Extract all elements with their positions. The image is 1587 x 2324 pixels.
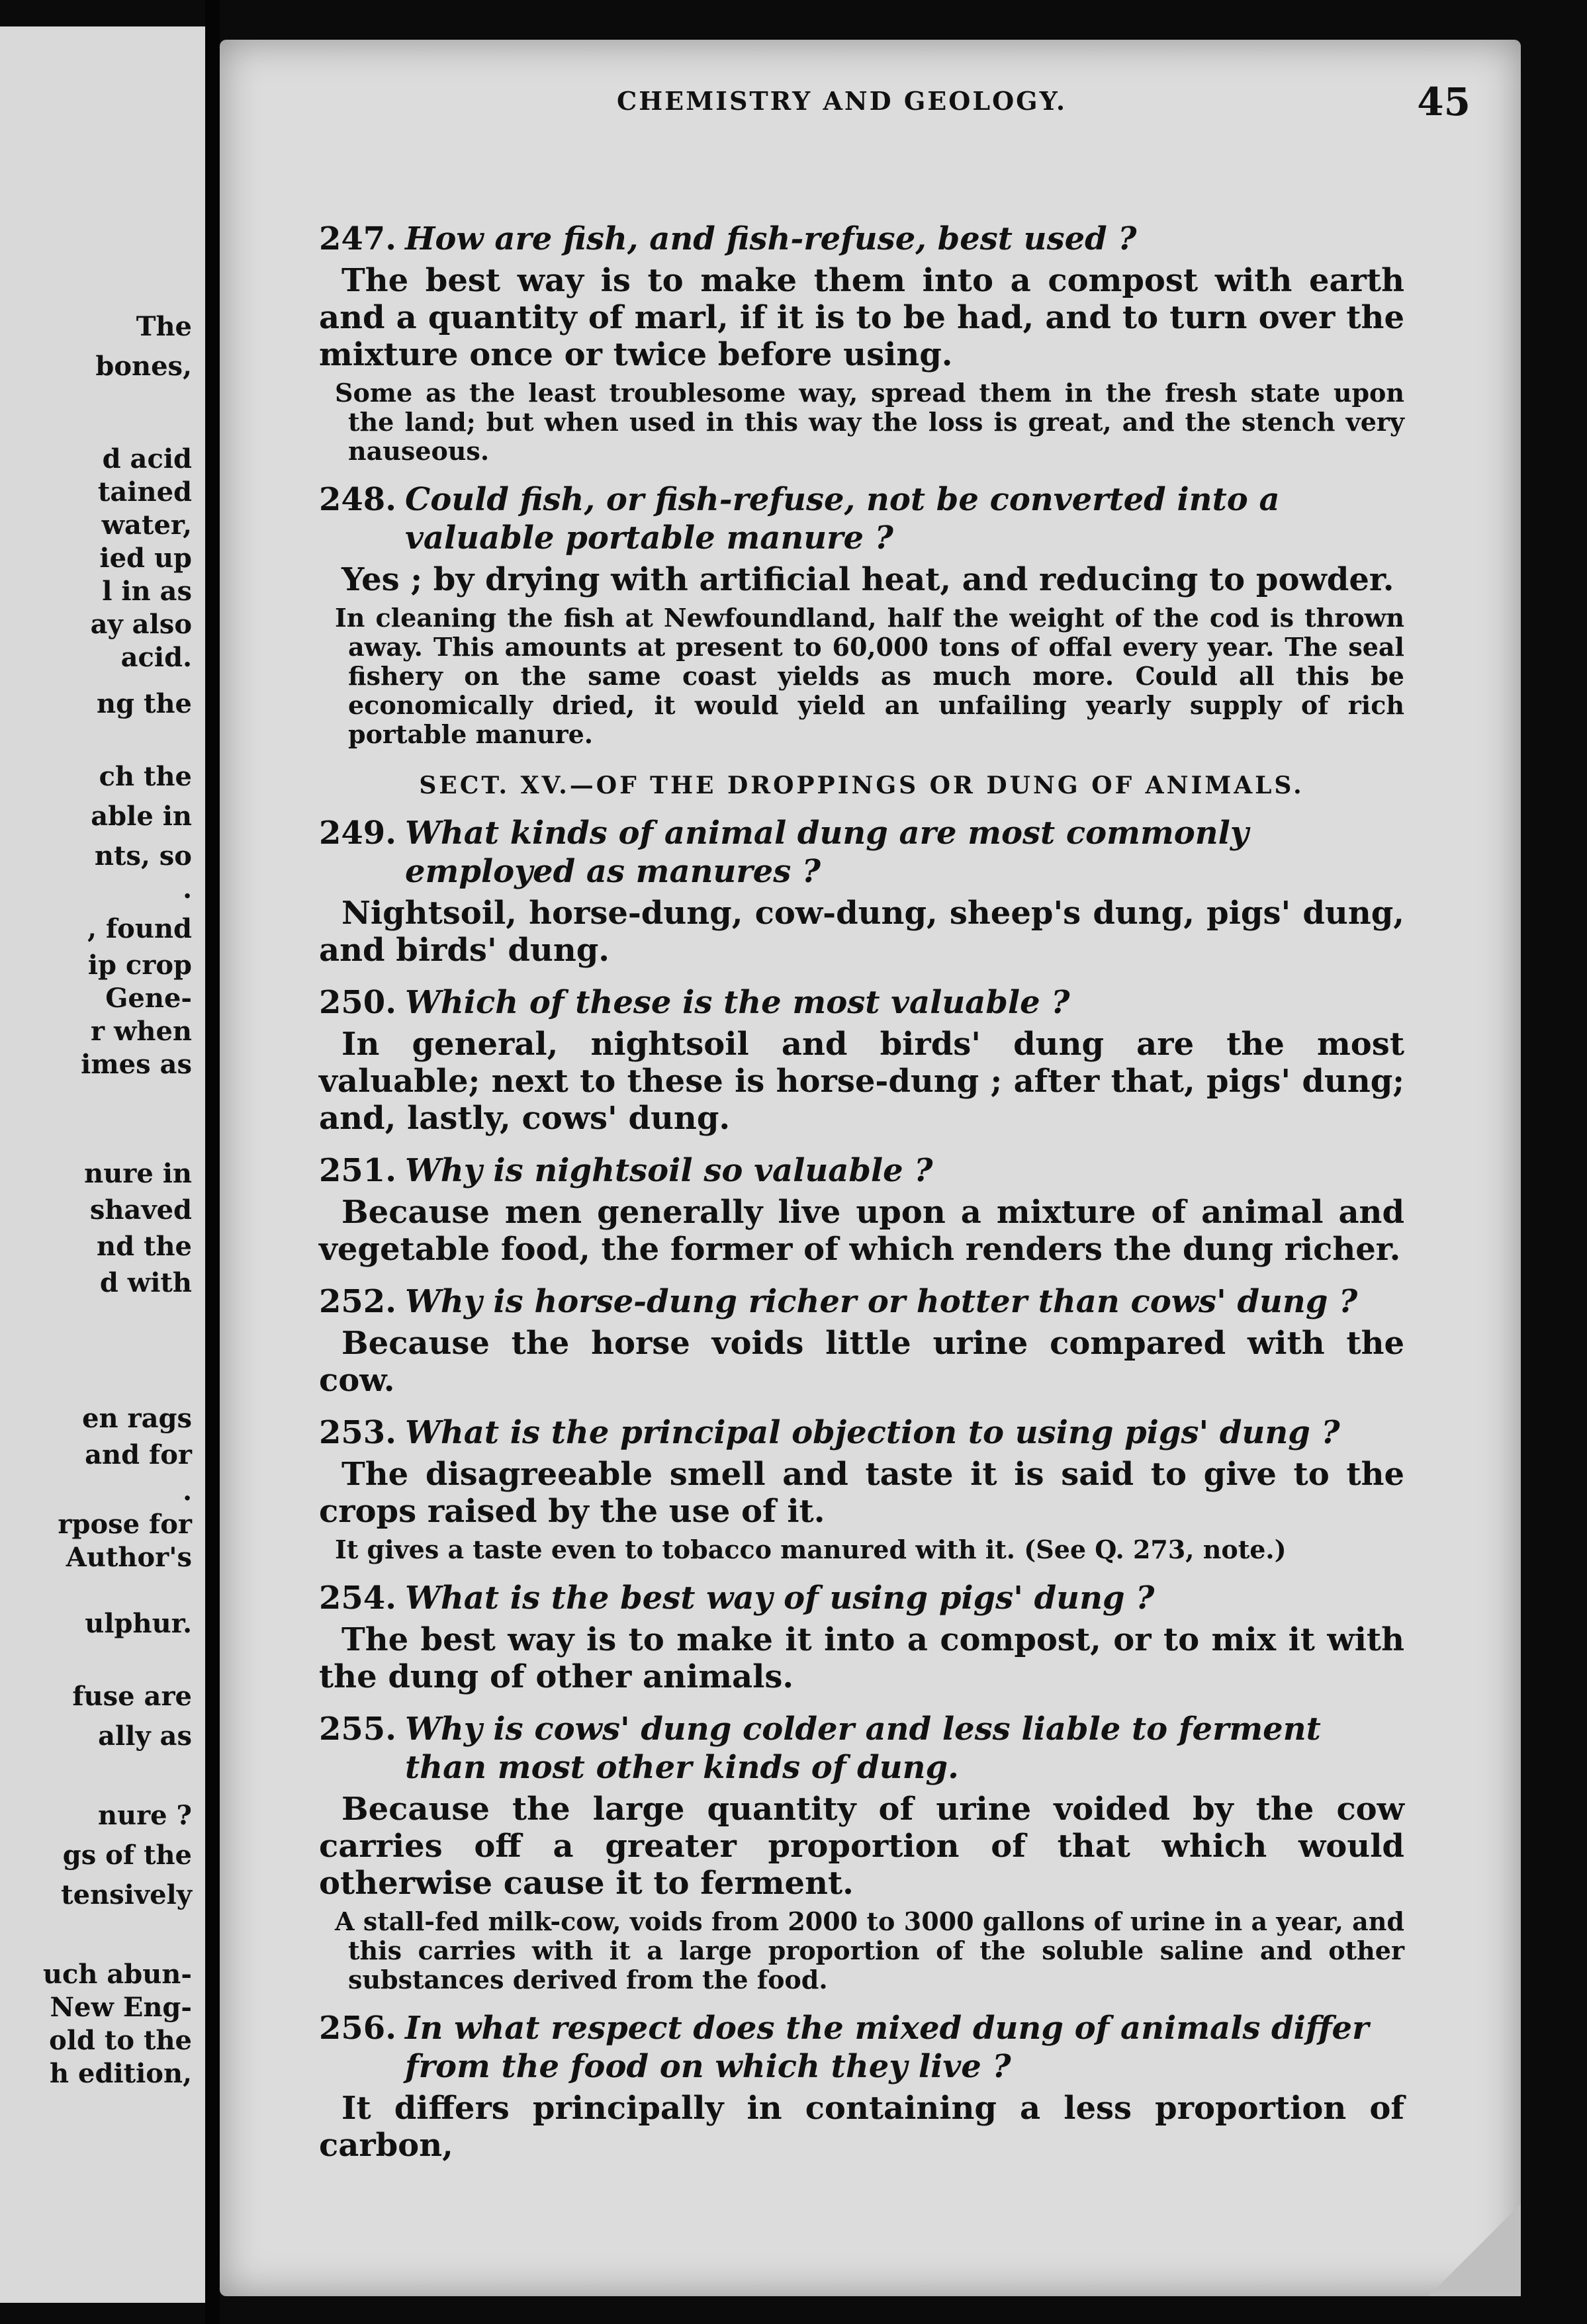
facing-page-line: r when [90, 1016, 192, 1047]
facing-page-line: nts, so [94, 840, 192, 871]
facing-page-line: acid. [120, 642, 192, 673]
facing-page [0, 26, 208, 2303]
answer-paragraph: Because the large quantity of urine voided by the cow carries off a greater proportion of that which would otherwise cause it to ferment. [319, 1791, 1404, 1902]
question [319, 814, 1404, 891]
question-text: What kinds of animal dung are most commonly employed as manures ? [405, 815, 1249, 890]
facing-page-line: uch abun- [42, 1959, 192, 1990]
facing-page-line: ied up [99, 543, 192, 574]
question [319, 220, 1404, 258]
question-text: Why is cows' dung colder and less liable to ferment than most other kinds of dung. [405, 1711, 1321, 1786]
answer-paragraph: The best way is to make it into a compost, or to mix it with the dung of other animals. [319, 1621, 1404, 1695]
question-text: Why is horse-dung richer or hotter than cows' dung ? [405, 1283, 1358, 1320]
question [319, 1710, 1404, 1787]
question-number: 254. [319, 1580, 396, 1617]
question-text: What is the best way of using pigs' dung ? [405, 1580, 1155, 1617]
facing-page-line: Gene- [105, 983, 192, 1014]
page-header [617, 79, 1471, 132]
section-heading: SECT. XV.—OF THE DROPPINGS OR DUNG OF ANIMALS. [419, 772, 1304, 799]
facing-page-line: The [136, 311, 192, 342]
question-number: 247. [319, 220, 396, 257]
facing-page-line: d with [99, 1267, 192, 1298]
answer-paragraph: Nightsoil, horse-dung, cow-dung, sheep's dung, pigs' dung, and birds' dung. [319, 895, 1404, 969]
facing-page-line: gs of the [62, 1840, 192, 1871]
book-page [220, 40, 1521, 2296]
facing-page-line: nd the [97, 1231, 192, 1262]
facing-page-line: l in as [102, 576, 192, 607]
answer-paragraph: It differs principally in containing a less proportion of carbon, [319, 2090, 1404, 2164]
question [319, 1579, 1404, 1617]
answer-paragraph: The best way is to make them into a compost with earth and a quantity of marl, if it is to be had, and to turn over the mixture once or twice before using. [319, 262, 1404, 373]
facing-page-line: shaved [89, 1194, 192, 1226]
question [319, 480, 1404, 557]
answer-paragraph: Because men generally live upon a mixture of animal and vegetable food, the former of which renders the dung richer. [319, 1194, 1404, 1268]
question-number: 252. [319, 1283, 396, 1320]
answer-paragraph: Yes ; by drying with artificial heat, and reducing to powder. [341, 561, 1394, 598]
facing-page-line: rpose for [58, 1509, 192, 1540]
facing-page-line: ally as [98, 1721, 192, 1752]
question-number: 255. [319, 1711, 396, 1748]
running-head: CHEMISTRY AND GEOLOGY. [617, 86, 1067, 116]
facing-page-line: ng the [97, 688, 192, 719]
answer-paragraph: In general, nightsoil and birds' dung are the most valuable; next to these is horse-dung ; after that, pigs' dung; and, lastly, cows' dung. [319, 1026, 1404, 1137]
question-text: In what respect does the mixed dung of animals differ from the food on which they live ? [405, 2010, 1369, 2085]
question-text: Why is nightsoil so valuable ? [405, 1152, 933, 1189]
facing-page-line: tensively [61, 1879, 192, 1910]
footnote-paragraph: A stall-fed milk-cow, voids from 2000 to 3000 gallons of urine in a year, and this carries with it a large proportion of the soluble saline and other substances derived from the food. [335, 1906, 1404, 1994]
question-text: Could fish, or fish-refuse, not be converted into a valuable portable manure ? [405, 481, 1280, 557]
facing-page-line: imes as [81, 1049, 192, 1080]
facing-page-line: ch the [99, 761, 192, 792]
question [319, 1282, 1404, 1321]
answer-paragraph: The disagreeable smell and taste it is said to give to the crops raised by the use of it. [319, 1456, 1404, 1530]
facing-page-line: , found [87, 913, 192, 944]
facing-page-line: ay also [90, 609, 192, 640]
question [319, 1413, 1404, 1452]
question-text: What is the principal objection to using pigs' dung ? [405, 1414, 1340, 1451]
question-number: 249. [319, 815, 396, 852]
facing-page-line: nure ? [97, 1800, 192, 1831]
facing-page-line: . [183, 1476, 192, 1507]
facing-page-line: . [183, 873, 192, 905]
book-gutter [205, 0, 220, 2324]
footnote-paragraph: In cleaning the fish at Newfoundland, half the weight of the cod is thrown away. This amounts at present to 60,000 tons of offal every year. The seal fishery on the same coast yields as much more. Could all this be economically dried, it would yield an unfailing yearly supply of rich portable manure. [335, 603, 1404, 749]
question-text: Which of these is the most valuable ? [405, 984, 1070, 1021]
question [319, 1151, 1404, 1190]
facing-page-line: water, [101, 510, 192, 541]
page-corner-fold [1428, 2204, 1521, 2296]
facing-page-line: tained [97, 476, 192, 508]
page-body [319, 205, 1404, 2167]
question-number: 248. [319, 481, 396, 518]
facing-page-line: Author's [66, 1542, 192, 1573]
question-number: 253. [319, 1414, 396, 1451]
facing-page-line: d acid [102, 443, 192, 474]
footnote-paragraph: Some as the least troublesome way, spread them in the fresh state upon the land; but when used in this way the loss is great, and the stench very nauseous. [335, 378, 1404, 466]
footnote-paragraph: It gives a taste even to tobacco manured with it. (See Q. 273, note.) [335, 1535, 1287, 1564]
question-number: 256. [319, 2010, 396, 2047]
question-number: 251. [319, 1152, 396, 1189]
facing-page-line: ip crop [87, 950, 192, 981]
facing-page-line: bones, [95, 351, 192, 382]
facing-page-line: fuse are [72, 1681, 192, 1712]
question-number: 250. [319, 984, 396, 1021]
facing-page-line: en rags [82, 1403, 192, 1434]
question [319, 2009, 1404, 2086]
facing-page-line: able in [91, 801, 192, 832]
facing-page-line: nure in [84, 1158, 192, 1189]
facing-page-line: h edition, [50, 2058, 192, 2089]
page-number: 45 [1417, 79, 1471, 124]
facing-page-line: old to the [49, 2025, 192, 2056]
question-text: How are fish, and fish-refuse, best used ? [405, 220, 1137, 257]
question [319, 983, 1404, 1022]
facing-page-line: New Eng- [50, 1992, 192, 2023]
facing-page-line: ulphur. [85, 1608, 192, 1639]
facing-page-line: and for [85, 1439, 192, 1470]
answer-paragraph: Because the horse voids little urine compared with the cow. [319, 1325, 1404, 1399]
